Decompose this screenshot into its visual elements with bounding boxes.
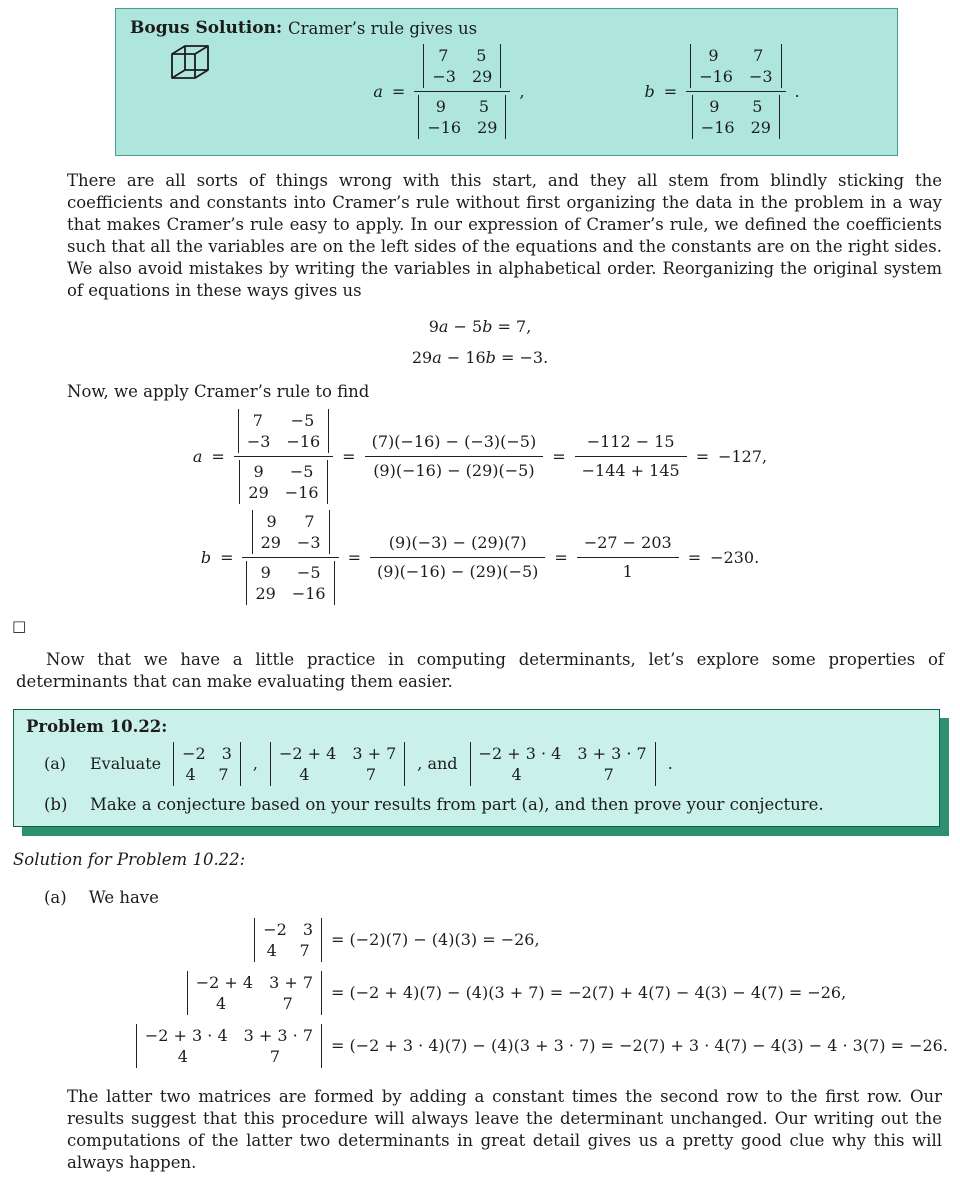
equals-sign: = xyxy=(220,547,234,567)
result-value: −127, xyxy=(718,446,768,466)
we-have-text: We have xyxy=(88,888,159,907)
bogus-intro-text: Cramer’s rule gives us xyxy=(288,19,478,38)
determinant-2: −2 + 4 3 + 7 4 7 xyxy=(270,742,405,786)
paragraph-determinant-properties: Now that we have a little practice in computing determinants, let’s explore some properties of determinants that can make evaluating them easier. xyxy=(16,650,944,691)
equation-rhs: = (−2)(7) − (4)(3) = −26, xyxy=(331,930,540,949)
separator-comma: , xyxy=(519,81,525,101)
end-of-solution-marker: □ xyxy=(12,617,27,635)
bogus-equation-a xyxy=(373,44,524,139)
determinant-fraction xyxy=(242,510,338,605)
determinant: −2 + 3 · 4 3 + 3 · 7 4 7 xyxy=(136,1024,322,1068)
equals-sign: = xyxy=(342,446,356,466)
simplified-fraction: $\frac{-112 - 15}{-144 + 145}$ xyxy=(575,431,687,482)
result-value: −230. xyxy=(710,547,760,567)
solution-part-a-intro xyxy=(44,887,960,909)
part-b-label: (b) xyxy=(44,795,68,814)
denominator xyxy=(414,91,510,139)
fraction xyxy=(686,44,785,139)
var-a: a xyxy=(192,446,203,466)
calculation-b xyxy=(0,510,960,605)
numerator xyxy=(242,510,338,557)
calculation-a xyxy=(0,409,960,504)
problem-10-22-box xyxy=(13,709,940,827)
determinant: 9 −5 29 −16 xyxy=(246,561,334,605)
determinant-3: −2 + 3 · 4 3 + 3 · 7 4 7 xyxy=(470,742,656,786)
solution-equation-1 xyxy=(58,918,960,962)
system-line-1: 9a − 5b = 7, xyxy=(428,317,532,336)
part-a-label: (a) xyxy=(44,754,67,773)
solution-equation-3 xyxy=(58,1024,960,1068)
bogus-solution-box xyxy=(115,8,898,156)
equals-sign: = xyxy=(211,446,225,466)
numerator xyxy=(414,44,510,91)
equals-sign: = xyxy=(663,81,678,101)
bogus-equation-b xyxy=(645,44,800,139)
equation-rhs: = (−2 + 3 · 4)(7) − (4)(3 + 3 · 7) = −2(7) + 3 · 4(7) − 4(3) − 4 · 3(7) = −26. xyxy=(331,1036,948,1055)
system-line-2: 29a − 16b = −3. xyxy=(411,348,549,367)
denominator xyxy=(234,456,333,504)
expansion-fraction: $\frac{(7)(-16) - (-3)(-5)}{(9)(-16) - (29)(-5)}$ xyxy=(365,431,544,482)
separator-and: , and xyxy=(417,754,458,773)
problem-part-a xyxy=(44,742,925,786)
bogus-box-left-column xyxy=(130,17,288,145)
equals-sign: = xyxy=(347,547,362,567)
period: . xyxy=(667,754,673,773)
determinant: 7 5 −3 29 xyxy=(423,44,501,88)
denominator xyxy=(686,91,785,139)
paragraph-cramer-explanation: There are all sorts of things wrong with this start, and they all stem from blindly sticking the coefficients and constants into Cramer’s rule without first organizing the data in the problem in a way that makes Cramer’s rule easy to apply. In our expression of Cramer’s rule, we defined the coefficients such that all the variables are on the left sides of the equations and the constants are on the right sides. We also avoid mistakes by writing the variables in alphabetical order. Reorganizing the original system of equations in these ways gives us xyxy=(67,171,942,300)
determinant-1: −2 3 4 7 xyxy=(173,742,241,786)
determinant: −2 3 4 7 xyxy=(254,918,322,962)
solution-equation-2 xyxy=(58,971,960,1015)
part-a-label: (a) xyxy=(44,888,67,907)
var-b: b xyxy=(644,81,655,101)
bogus-box-content xyxy=(288,17,885,145)
part-b-text: Make a conjecture based on your results from part (a), and then prove your conjecture. xyxy=(90,795,824,814)
simplified-fraction: $\frac{-27 - 203}{1}$ xyxy=(577,532,679,583)
equation-system xyxy=(0,314,960,371)
equals-sign: = xyxy=(552,446,566,466)
part-a-text: Evaluate xyxy=(90,754,162,773)
denominator xyxy=(242,557,338,605)
wireframe-box-icon xyxy=(168,43,288,91)
expansion-fraction: $\frac{(9)(-3) - (29)(7)}{(9)(-16) - (29)(-5)}$ xyxy=(370,532,545,583)
determinant-fraction xyxy=(234,409,333,504)
closing-paragraph: The latter two matrices are formed by adding a constant times the second row to the first row. Our results suggest that this procedure will always leave the determinant unchanged. Our writing out the computations of the latter two determinants in great detail gives us a pretty good clue why this will always happen. xyxy=(67,1087,942,1172)
var-a: a xyxy=(373,81,383,101)
determinant: 9 5 −16 29 xyxy=(418,95,506,139)
separator-comma: , xyxy=(252,754,258,773)
problem-part-b xyxy=(44,794,925,816)
problem-title: Problem 10.22: xyxy=(26,717,168,736)
cramer-apply-intro: Now, we apply Cramer’s rule to find xyxy=(67,382,370,401)
bogus-solution-label: Bogus Solution: xyxy=(130,18,283,38)
equals-sign: = xyxy=(554,547,568,567)
equals-sign: = xyxy=(687,547,702,567)
determinant: 9 5 −16 29 xyxy=(692,95,780,139)
determinant: 9 7 −16 −3 xyxy=(690,44,781,88)
numerator xyxy=(686,44,785,91)
determinant: −2 + 4 3 + 7 4 7 xyxy=(187,971,322,1015)
var-b: b xyxy=(200,547,212,567)
fraction xyxy=(414,44,510,139)
determinant: 9 7 29 −3 xyxy=(252,510,330,554)
solution-heading: Solution for Problem 10.22: xyxy=(13,850,246,869)
determinant: 7 −5 −3 −16 xyxy=(238,409,329,453)
equals-sign: = xyxy=(391,81,406,101)
numerator xyxy=(234,409,333,456)
period: . xyxy=(794,81,800,101)
equation-rhs: = (−2 + 4)(7) − (4)(3 + 7) = −2(7) + 4(7) − 4(3) − 4(7) = −26, xyxy=(331,983,847,1002)
determinant: 9 −5 29 −16 xyxy=(239,460,327,504)
bogus-equations xyxy=(288,44,885,139)
equals-sign: = xyxy=(695,446,710,466)
